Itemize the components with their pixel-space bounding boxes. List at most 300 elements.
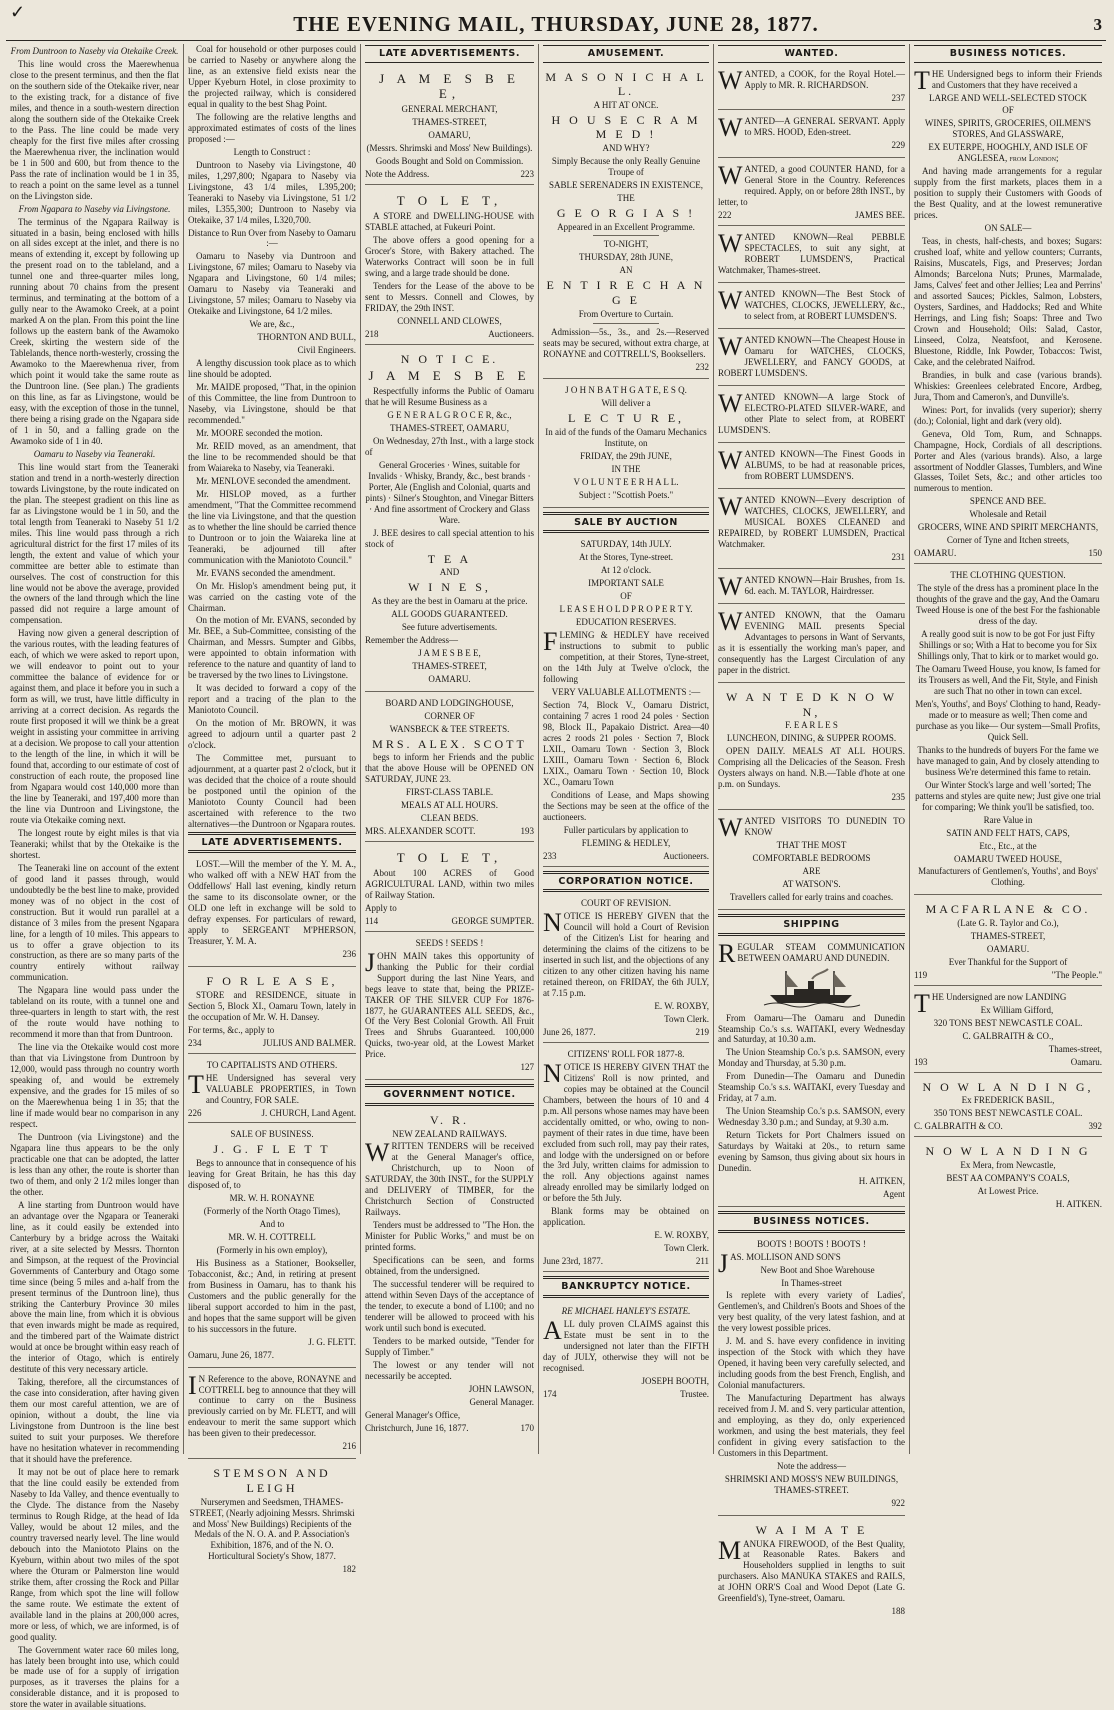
page-number: 3 (1093, 15, 1102, 34)
ad-body: ALL duly proven CLAIMS against this Estate must be sent in to the undersigned not later than the FIFTH day of JULY, otherwise they will not be recognised. (543, 1315, 709, 1373)
ad-line: G E N E R A L G R O C E R, &c., (387, 410, 512, 421)
ad-signature: Agent (883, 1189, 905, 1200)
ad-body: begs to inform her Friends and the public that the above House will be OPENED ON SATURDAY, JUNE 23. (365, 752, 534, 785)
ad-number: 114 (365, 915, 379, 926)
ad-number: 193 (520, 826, 534, 837)
ad-wanted-counter-hand (718, 162, 905, 226)
shipping-heading: SHIPPING (718, 914, 905, 936)
ad-verse: The style of the dress has a prominent place In the thoughts of the grave and the gay, And the Oamaru Tweed House is one of the best For the fashionable dress of the day. (915, 583, 1101, 627)
ad-line: (Late G. R. Taylor and Co.), (957, 918, 1059, 929)
ad-body: His Business as a Stationer, Bookseller, Tobacconist, &c.; And, in retiring at present from Business in Oamaru, has to thank his Customers and the public generally for the liberal support accorded to him in the past, and hopes that the same support will be given to his successors in the future. (188, 1257, 356, 1334)
ad-title: T O L E T, (396, 193, 503, 209)
ad-title: T O L E T, (396, 849, 503, 865)
ad-wanted-known (718, 447, 905, 489)
ad-name: MR. W. H. RONAYNE (229, 1192, 315, 1203)
ad-number: 218 (365, 328, 379, 339)
subheading: Length to Construct : (233, 146, 311, 157)
ad-body: As they are the best in Oamaru at the price. (371, 595, 528, 606)
ad-wanted-known (718, 333, 905, 386)
wanted-heading: WANTED. (718, 45, 905, 63)
paragraph: The Government water race 60 miles long, has lately been brought into use, which could be made use of for a supply of irrigation purposes, as it traverses the plains for a considerable distance, and it is proposed to store the water in available situations. (10, 1644, 179, 1710)
divider (593, 323, 659, 324)
ad-body: The successful tenderer will be required to attend within Seven Days of the acceptance of the tender, to execute a bond of L100; and no tenderer will be allowed to proceed with his work until such bond is executed. (365, 1279, 534, 1333)
ad-title: COURT OF REVISION. (580, 898, 672, 909)
ad-wanted-cook (718, 67, 905, 111)
ad-body: Tenders to be marked outside, "Tender for Supply of Timber." (365, 1335, 534, 1357)
signature: Civil Engineers. (297, 345, 356, 356)
ad-line: LARGE AND WELL-SELECTED STOCK (929, 92, 1087, 103)
ad-seeds (365, 936, 534, 1081)
ad-line: Appeared in an Excellent Programme. (557, 221, 695, 232)
ad-line: New Boot and Shoe Warehouse (760, 1264, 875, 1275)
ad-body: LOST.—Will the member of the Y. M. A., who walked off with a NEW HAT from the Oddfellows' Hall last evening, kindly return the same to its disconsolate owner, or the OLD one left in exchange will be sold to defray expenses. For particulars of reward, apply to SERGEANT M'PHERSON, Treasurer, Y. M. A. (188, 859, 356, 947)
ad-line: THURSDAY, 28th JUNE, (578, 252, 674, 263)
ad-signature: H. AITKEN. (1055, 1198, 1102, 1209)
ad-line: ALL GOODS GUARANTEED. (391, 608, 508, 619)
ad-wanted-known (718, 287, 905, 329)
ad-line: Ex Mera, from Newcastle, (960, 1159, 1056, 1170)
late-ads-heading: LATE ADVERTISEMENTS. (188, 832, 356, 854)
ad-title: W A N T E D K N O W N, (725, 690, 898, 719)
ad-line: GROCERS, WINE AND SPIRIT MERCHANTS, (917, 522, 1099, 533)
ad-capitalists (188, 1058, 356, 1124)
section-heading: From Duntroon to Naseby via Otekaike Creek. (10, 46, 179, 56)
ad-line: ON SALE— (984, 223, 1032, 234)
ad-line: LUNCHEON, DINING, & SUPPER ROOMS. (726, 733, 897, 744)
ad-line: See future advertisements. (401, 621, 498, 632)
ad-signature: Town Clerk. (664, 1243, 709, 1254)
ad-verse: A really good suit is now to be got For just Fifty Shillings or so; With a Hat to become you for Six Shillings only, That to kirk or to market would go. (917, 629, 1099, 662)
ad-court-of-revision (543, 896, 709, 1043)
ad-title: SALE OF BUSINESS. (230, 1129, 314, 1140)
columns (6, 44, 1106, 1710)
ad-line: THE (617, 192, 635, 203)
ad-date: Oamaru, June 26, 1877. (188, 1349, 274, 1360)
ad-line: L E C T U R E, (567, 411, 685, 426)
ad-steam-communication (718, 940, 905, 1207)
ad-body: Travellers called for early trains and coaches. (729, 892, 894, 903)
ad-body: (Formerly in his own employ), (216, 1244, 328, 1255)
ad-title: TO CAPITALISTS AND OTHERS. (206, 1059, 338, 1070)
paragraph: The Teaneraki line on account of the extent of good land it passes through, would undoubtedly be the best line to make, provided money was of no object in the cost of construction. But it would run parallel at a distance of 3 miles from the present Ngapara line, for a length of 10 miles. This appears to us to offer a grave objection to its construction, as there are so many parts of the country entirely without railway communication. (10, 862, 179, 983)
ad-title: CITIZENS' ROLL FOR 1877-8. (567, 1048, 685, 1059)
paragraph: Mr. MOORE seconded the motion. (196, 427, 323, 438)
ad-wanted-known (718, 573, 905, 604)
ad-line: AND WHY? (602, 143, 650, 154)
paragraph: On Mr. Hislop's amendment being put, it was carried on the casting vote of the Chairman. (188, 580, 356, 613)
ad-line: WANSBECK & TEE STREETS. (389, 723, 510, 734)
ad-line: Corner of Tyne and Itchen streets, (946, 535, 1070, 546)
ad-title: THE CLOTHING QUESTION. (950, 570, 1066, 581)
ad-signature: General Manager. (469, 1396, 534, 1407)
ad-for-lease (188, 971, 356, 1053)
ad-line: BEST AA COMPANY'S COALS, (946, 1172, 1070, 1183)
ad-line: At the Stores, Tyne-street. (579, 552, 673, 563)
ad-body: A STORE and DWELLING-HOUSE with STABLE attached, at Fukeuri Point. (365, 210, 534, 232)
bankruptcy-notice-heading: BANKRUPTCY NOTICE. (543, 1276, 709, 1298)
ad-body: WANTED KNOWN—The Best Stock of WATCHES, CLOCKS, JEWELLERY, &c., to select from, at ROBERT LUMSDEN'S. (718, 286, 905, 322)
ad-title: W A I M A T E (755, 1522, 868, 1537)
ad-wanted-known (718, 390, 905, 443)
ad-line: From Overture to Curtain. (578, 308, 674, 319)
ad-line: (Messrs. Shrimski and Moss' New Buildings). (366, 143, 533, 154)
ad-wanted-servant (718, 114, 905, 158)
paragraph: The Ngapara line would pass under the tableland on its route, with a tunnel one and three-quarters in length to start with, the rest of the route would have nothing to recommend it more than that from Duntroon. (10, 985, 179, 1040)
ad-verse: Men's, Youths', and Boys' Clothing to hand, Ready-made or to measure as well; Then come and purchase as you like— Our system—Small Profits, Quick Sell. (915, 698, 1101, 742)
ad-line: AT WATSON'S. (782, 879, 841, 890)
ad-number: 392 (1088, 1121, 1102, 1132)
ad-line: Note the address— (777, 1461, 846, 1472)
ad-body: Wines: Port, for invalids (very superior); sherry (do.); Colonial, light and dark (very old). (914, 404, 1102, 426)
ad-body: STORE and RESIDENCE, situate in Section 5, Block XI., Oamaru Town, lately in the occupation of Mr. W. H. Dansey. (188, 989, 356, 1022)
ad-line: THAT THE MOST (776, 840, 847, 851)
column-3 (361, 44, 539, 1454)
ad-body: And having made arrangements for a regular supply from the first markets, places them in a position to supply their Customers with Goods of the Best Quality, and at the lowest remunerative prices. (914, 166, 1102, 221)
paragraph: This line would start from the Teaneraki station and trend in a north-westerly direction towards Livingstone, by the route indicated on the plan. The steepest gradient on this line as far as Livingstone would be 1 in 50, and the total length from Teaneraki to Naseby 51 1/2 miles. This line would pass through a rich agricultural district for the first 17 miles of its length, the extent and value of which your committee are better able to estimate than ourselves. The cost of construction for this line would not be above the average, provided the owners of the land through which the line passed did not require a large amount of compensation. (10, 461, 179, 626)
ad-line: Subject : "Scottish Poets." (578, 489, 674, 500)
ad-number: 234 (188, 1037, 202, 1048)
ad-body: MANUKA FIREWOOD, of the Best Quality, at Reasonable Rates. Bakers and Householders supplied in lengths to suit purchasers. Also MANUKA STAKES and RAILS, at JOHN ORR'S Coal and Wood Depot (Late G. Greenfield's), Tyne-street, Oamaru. (718, 1535, 905, 1604)
ad-line: Remember the Address— (365, 634, 458, 645)
masthead (6, 6, 1106, 41)
ad-body: OPEN DAILY. MEALS AT ALL HOURS. Comprising all the Delicacies of the Season. Fresh Oysters always on hand. N.B.—Table d'hote at one p.m. on Sundays. (718, 746, 905, 790)
ad-number: 193 (914, 1056, 928, 1067)
paragraph: The longest route by eight miles is that via Teaneraki; whilst that by the Otekaike is the shortest. (10, 827, 179, 860)
ad-number: 216 (342, 1441, 356, 1452)
business-notices-heading: BUSINESS NOTICES. (718, 1211, 905, 1233)
ad-wanted-known (718, 608, 905, 683)
ad-lost-hat (188, 857, 356, 967)
ad-line: CORNER OF (424, 710, 475, 721)
ad-body: FLEMING & HEDLEY have received instructions to submit to public competition, at their Stores, Tyne-street, on the 14th July at Twelve o'clock, the following (543, 627, 709, 685)
ad-line: THAMES-STREET, (970, 931, 1046, 942)
ad-auction (543, 537, 709, 866)
ad-number: 226 (188, 1107, 202, 1118)
ad-body: Geneva, Old Tom, Rum, and Schnapps. Champagne, Hock, Cordials of all descriptions. Porter and Ales (various brands). Also, a large assortment of Noddler Glasses, Tumblers, and Wine Glasses, Toilet Sets, &c.; and other articles too numerous to mention. (914, 428, 1102, 494)
paragraph: It may not be out of place here to remark that the line could easily be extended from Naseby to Ida Valley, and thence eventually to the Clyde. The distance from the Naseby terminus to Rough Ridge, at the head of Ida Valley, would be about 12 miles, and the country traversed nearly level. The line would debouch into the Maniototo Plains on the Kyeburn, within about two miles of the spot where the Oturam or Palmerston line would strike them, after crossing the Rock and Pillar Range, from which spot the line will follow the same route. We estimate the extent of available land in the plains at 200,000 acres, more or less, of which, we are informed, is of good quality. (10, 1467, 179, 1642)
ad-line: EDUCATION RESERVES. (575, 617, 677, 628)
ad-body: Admission—5s., 3s., and 2s.—Reserved seats may be secured, without extra charge, at RONAYNE and COTTRELL'S, Booksellers. (543, 326, 709, 359)
paragraph: This line would cross the Maerewhenua close to the present terminus, and then the flat on the southern side of the Otekaike river, near to the existing track, for a distance of five miles, and thence in a south-western direction along the southern side of the Otekaike Creek to the Pass. The line could be made very cheaply for the first five miles after crossing the Maerewhenua river, the inclination would be 1 in 500 and 600, but from thence to the Pass the rate of inclination would be 1 in 35, to reach a point on the same level as a tunnel on the Livingston side. (10, 58, 179, 201)
ad-title: BOARD AND LODGINGHOUSE, (385, 697, 514, 708)
ad-line: THAMES-STREET, (412, 117, 487, 128)
ad-verse: Our Winter Stock's large and well 'sorted; The patterns and styles are quite new; Just give one trial for comparing; We think you'll be satisfied, too. (915, 779, 1101, 812)
paragraph: The following are the relative lengths and approximated estimates of costs of the lines proposed :— (188, 111, 356, 144)
steamship-icon (718, 967, 905, 1010)
amusement-heading: AMUSEMENT. (543, 45, 709, 63)
ad-line: OF (1002, 105, 1014, 116)
ad-line: Will deliver a (601, 398, 651, 409)
ad-line: TO-NIGHT, (603, 239, 649, 250)
ad-line: 350 TONS BEST NEWCASTLE COAL. (933, 1108, 1083, 1119)
ad-line: Ex William Gifford, (980, 1004, 1054, 1015)
ad-line: IN THE (611, 463, 641, 474)
ad-number: 231 (891, 551, 905, 562)
ad-body: NOTICE IS HEREBY GIVEN THAT the Citizens' Roll is now printed, and copies may be obtained at the Council Chambers, between the hours of 10 and 4 p.m. All persons whose names may have been accidentally omitted, or who, owing to non-payment of their rates in due time, have been excluded from such roll, may pay their rates, and lodge with the undersigned on or before the 3rd July, written claims for admission to the roll. Any objections against names already enrolled may be similarly lodged on or before the 5th July. (543, 1058, 709, 1204)
paragraph: Oamaru to Naseby via Duntroon and Livingstone, 67 miles; Oamaru to Naseby via Ngapara and Livingstone, 60 1/4 miles; Oamaru to Naseby via Teaneraki and Livingstone, 57 miles; Oamaru to Naseby via Otekaike and Livingstone, 64 1/2 miles. (188, 251, 356, 317)
ad-line: VERY VALUABLE ALLOTMENTS :— (551, 687, 701, 698)
corporation-notice-heading: CORPORATION NOTICE. (543, 871, 709, 893)
ad-body: Respectfully informs the Public of Oamaru that he will Resume Business as a (365, 386, 534, 408)
ad-signature: Trustee. (680, 1388, 709, 1399)
paragraph: Mr. HISLOP moved, as a further amendment, "That the Committee recommend the line via Livingstone, and that the question as to whether the line should be carried thence to Duntroon or to join the Waiareka line at Teaneraki, be adjourned till after communication with the Maniototo Council." (188, 488, 356, 565)
ad-signature: JAMES BEE. (854, 210, 905, 221)
ad-ronayne-cottrell (188, 1372, 356, 1460)
ad-line: V. R. (429, 1112, 470, 1127)
ad-line: Fuller particulars by application to (563, 824, 689, 835)
column-5 (714, 44, 910, 1617)
section-heading: From Ngapara to Naseby via Livingstone. (18, 203, 171, 214)
ad-now-landing-mera (914, 1141, 1102, 1216)
ad-title: N O W L A N D I N G (925, 1144, 1091, 1159)
subheading: Distance to Run Over from Naseby to Oamaru :— (188, 227, 356, 249)
ad-body: WANTED KNOWN—The Finest Goods in ALBUMS, to be had at reasonable prices, from ROBERT LUMSDEN'S. (718, 445, 905, 481)
ad-body: JOHN MAIN takes this opportunity of thanking the Public for their cordial Support during the last Nine Years, and begs leave to state that, being the PRIZE-TAKER OF THE SILVER CUP For 1876-1877, he GUARANTEES ALL SEEDS, &c., Of the Very Best Colonial Growth. All Fruit Trees and Shrubs Guaranteed. 100,000 Quicks, two-year old, at the Lowest Market Price. (365, 947, 534, 1060)
ad-title: J A M E S B E E, (379, 70, 520, 102)
ad-body: WANTED KNOWN, that the Oamaru EVENING MAIL presents Special Advantages to persons in Want of Servants, as it is essentially the working man's paper, and consequently has the Largest Circulation of any paper in the district. (718, 607, 905, 676)
ad-name: MRS. ALEX. SCOTT (372, 736, 527, 751)
ad-body: The Union Steamship Co.'s p.s. SAMSON, every Wednesday 3.30 p.m.; and Sunday, at 9.30 a.m. (718, 1106, 905, 1128)
ad-wanted-known (718, 493, 905, 570)
ad-line: OAMARU TWEED HOUSE, (953, 853, 1063, 864)
ad-title: RE MICHAEL HANLEY'S ESTATE. (561, 1305, 691, 1316)
ad-line: AND (439, 567, 460, 578)
ad-title: SEEDS ! SEEDS ! (415, 937, 484, 948)
ad-line: E N T I R E C H A N G E (546, 278, 706, 308)
ad-james-bee (365, 67, 534, 186)
ad-line: In Thames-street (781, 1277, 842, 1288)
ad-number: 222 (718, 210, 732, 221)
ad-line: Goods Bought and Sold on Commission. (375, 156, 524, 167)
paragraph: A line starting from Duntroon would have an advantage over the Ngapara or Teaneraki line, as it could easily be extended into Canterbury by a bridge across the Waitaki river, at a site selected by Messrs. Thornton and Simpson, at the request of the Provincial Governments of Canterbury and Otago some time since (being 5 miles and a-half from the present terminus of the Duntroon line), thus striking the Canterbury Province 30 miles above the main line, from which it is obvious that even inwards might be made as required, and the timbered part of the Waimate district would at once be brought within easy reach of the interior of Otago, which is entirely destitute of this very necessary article. (10, 1199, 179, 1375)
ad-title: M A S O N I C H A L L. (545, 69, 707, 99)
ad-line: THAMES-STREET, OAMARU, (389, 423, 510, 434)
ad-body: For terms, &c., apply to (188, 1024, 275, 1035)
ad-number: 170 (520, 1422, 534, 1433)
ad-number: 237 (891, 92, 905, 103)
section-heading: Oamaru to Naseby via Teaneraki. (33, 448, 156, 459)
ad-body: J. BEE desires to call special attention to his stock of (365, 527, 534, 549)
ad-line: OAMARU. (428, 673, 471, 684)
ad-title: SPENCE AND BEE. (969, 496, 1047, 507)
ad-lecture (543, 383, 709, 507)
ad-body: Tenders for the Lease of the above to be sent to Messrs. Connell and Clowes, by FRIDAY, the 29th INST. (365, 280, 534, 313)
ad-macfarlane (914, 899, 1102, 985)
ad-signature: Auctioneers. (488, 328, 534, 339)
ad-line: COMFORTABLE BEDROOMS (752, 853, 871, 864)
ad-masonic-hall (543, 67, 709, 380)
ad-number: 235 (891, 792, 905, 803)
ad-line: IMPORTANT SALE (588, 578, 664, 589)
paragraph: Mr. REID moved, as an amendment, that the line to be recommended should be that from Waiareka to Naseby, via Teaneraki. (188, 440, 356, 473)
ad-body: WANTED VISITORS TO DUNEDIN TO KNOW (718, 813, 905, 843)
scan-mark-icon: ✓ (10, 2, 26, 22)
ad-number: 223 (520, 169, 534, 180)
ad-body: Blank forms may be obtained on application. (543, 1206, 709, 1228)
column-6 (910, 44, 1106, 1454)
ad-line: THAMES-STREET, (412, 660, 487, 671)
ad-signature: Town Clerk. (664, 1013, 709, 1024)
ad-body: About 100 ACRES of Good AGRICULTURAL LAND, within two miles of Railway Station. (365, 867, 534, 900)
ad-signature: CONNELL AND CLOWES, (397, 315, 502, 326)
ad-line: CLEAN BEDS. (420, 813, 479, 824)
ad-signature: C. GALBRAITH & CO., (962, 1030, 1054, 1041)
paragraph: Having now given a general description of the various routes, with the leading features of each, of which we were asked to report upon, we will endeavor to point out to your committee the balance of evidence for or against them, and place it before you in such a form as will, we trust, have little difficulty in arriving at a correct decision. As regards the route first proposed it will we think be a great weight in assisting your committee in arriving at a decision. We propose to call your attention to the length of the line, in which it will be found that, according to our estimate of cost of construction of each route, the proposed line from Ngapara would cost 140,000 more than the line by Teaneraki, and 197,400 more than the line via Duntroon and Livingstone, the route via Otekaike coming next. (10, 628, 179, 825)
ad-signature: C. GALBRAITH & CO. (914, 1121, 1003, 1132)
ad-citizens-roll (543, 1047, 709, 1272)
ad-body: And to (259, 1218, 285, 1229)
ad-line: J A M E S B E E, (418, 647, 481, 658)
ad-body: Tenders must be addressed to "The Hon. the Minister for Public Works," and must be on printed forms. (365, 1220, 534, 1253)
ad-earles-rooms (718, 687, 905, 810)
ad-line: Ex FREDERICK BASIL, (961, 1095, 1055, 1106)
ad-line: SABLE SERENADERS IN EXISTENCE, (548, 179, 703, 190)
ad-body: The above offers a good opening for a Grocer's Store, with Bakery attached. The Waterworks Contract will soon be in full swing, and a large trade should be done. (365, 234, 534, 278)
ad-line: Note the Address. (365, 169, 430, 180)
ad-body: Specifications can be seen, and forms obtained, from the undersigned. (365, 1255, 534, 1277)
ad-date: June 23rd, 1877. (543, 1256, 603, 1267)
ad-line: Ever Thankful for the Support of (948, 956, 1068, 967)
ad-date: Christchurch, June 16, 1877. (365, 1422, 469, 1433)
ad-body: WANTED KNOWN—Real PEBBLE SPECTACLES, to suit any sight, at ROBERT LUMSDEN'S, Practical Watchmaker, Thames-street. (718, 229, 905, 276)
ad-line: W I N E S, (408, 580, 491, 595)
ad-name: F. E A R L E S (785, 720, 838, 731)
business-notices-heading: BUSINESS NOTICES. (914, 45, 1102, 63)
paragraph: The Duntroon (via Livingstone) and the Ngapara line thus appears to be the only practicable one that can be adopted, the latter is less than any other, the route is shorter than two of them, and only 2 1/2 miles longer than the other. (10, 1131, 179, 1197)
closing: We are, &c., (249, 319, 295, 330)
ad-body: WANTED KNOWN—The Cheapest House in Oamaru for WATCHES, CLOCKS, JEWELLERY, and FANCY GOODS, at ROBERT LUMSDEN'S. (718, 332, 905, 378)
ad-body: J. M. and S. have every confidence in inviting inspection of the Stock with which they have Opened, it having been very carefully selected, and including goods from the best French, English, and Colonial manufacturers. (718, 1336, 905, 1391)
paragraph: Taking, therefore, all the circumstances of the case into consideration, after having given them our most careful attention, we are of opinion, without a doubt, the line via Livingstone from Duntroon is the line best suited to suit your purposes. We therefore have no hesitation whatever in recommending that it should have the preference. (10, 1377, 179, 1465)
ad-name: MR. W. H. COTTRELL (228, 1231, 316, 1242)
ad-line: OAMARU. (914, 548, 957, 559)
paragraph: The Committee met, pursuant to adjournment, at a quarter past 2 o'clock, but it was decided that the choice of a route should be postponed until the opinion of the Maniototo County Council had been ascertained with reference to the two alternatives—the Duntroon or Ngapara routes. (188, 753, 356, 829)
ad-line: OAMARU, (428, 130, 471, 141)
ad-line: A HIT AT ONCE. (593, 99, 659, 110)
ad-body: IN Reference to the above, RONAYNE and COTTRELL beg to announce that they will continue to carry on the Business previously carried on by Mr. FLETT, and will endeavour to merit the same support which has been given to their predecessor. (188, 1370, 356, 1439)
ad-body: Brandies, in bulk and case (various brands). Whiskies: Greenlees celebrated Encore, Ardbeg, Jura, Thom and Cameron's, and Dunville's. (914, 369, 1102, 402)
ad-line: Oamaru. (1070, 1056, 1102, 1067)
ad-body: Teas, in chests, half-chests, and boxes; Sugars: crushed loaf, white and yellow counters; Currants, Raisins, Muscatels, Figs, and Preserves; Jordan Almonds; Barcelona Nuts; Prunes, Marmalade, Jams, Calves' feet and other Jellies; Lea and Perrins' and assorted Sauces; Pickles, Salmon, Lobsters, Oysters, Sardines, and Haddocks; Red and White Herrings, and Ling fish; Soaps: Three and Two Crown and Household; Oils: Salad, Castor, Linseed, Colza, Neatsfoot, and Kerosene. Bluestone, Riddle, Ink Powder, Tobaccos: Twist, Cake, and the celebrated Naifrod. (914, 236, 1102, 367)
ad-line: MEALS AT ALL HOURS. (400, 800, 498, 811)
ad-title: STEMSON AND LEIGH (213, 1466, 331, 1495)
ad-body: (Formerly of the North Otago Times), (203, 1205, 341, 1216)
ad-title: REGULAR STEAM COMMUNICATION BETWEEN OAMARU AND DUNEDIN. (718, 938, 905, 968)
ad-list: WINES, SPIRITS, GROCERIES, OILMEN'S STORES, And GLASSWARE, (924, 118, 1092, 140)
ad-notice-bee (365, 349, 534, 692)
ad-line: H O U S E C R A M M E D ! (551, 112, 701, 142)
ad-number: 219 (695, 1026, 709, 1037)
ad-title: MACFARLANE & CO. (925, 902, 1091, 917)
ad-title: J O H N B A T H G A T E, E S Q. (565, 385, 687, 396)
ad-signature: GEORGE SUMPTER. (451, 915, 534, 926)
ad-number: 211 (695, 1256, 709, 1267)
ad-number: 922 (891, 1497, 905, 1508)
paragraph: Duntroon to Naseby via Livingstone, 40 miles, 1,297,800; Ngapara to Naseby via Livingstone, 43 1/4 miles, L395,200; Teaneraki to Naseby via Livingstone, 51 1/2 miles, L355,300; Duntroon to Naseby via Otekaike, 37 1/4 miles, L320,700. (188, 159, 356, 225)
ad-signature: J. CHURCH, Land Agent. (261, 1107, 356, 1118)
ad-line: ARE (802, 866, 821, 877)
ad-line: Rare Value in (983, 814, 1033, 825)
ad-body: Begs to announce that in consequence of his leaving for Great Britain, he has this day disposed of, to (188, 1158, 356, 1191)
ad-signature: E. W. ROXBY, (654, 1000, 709, 1011)
ad-clothing-question (914, 568, 1102, 895)
ad-line: At Lowest Price. (977, 1185, 1039, 1196)
paragraph: Coal for household or other purposes could be carried to Naseby or anywhere along the line, as an extensive field exists near the Upper Kyeburn Hotel, in close proximity to the projected railway, which is considered equal in quality to the best Shag Point. (188, 44, 356, 109)
ad-line: Apply to (365, 902, 397, 913)
ad-body: Nurserymen and Seedsmen, THAMES-STREET, (Nearly adjoining Messrs. Shrimski and Moss' New Buildings) Recipients of the Medals of the N. O. A. and P. Association's Exhibition, 1876, and of the N. O. Horticultural Society's Show, 1877. (189, 1496, 355, 1562)
ad-body: The Union Steamship Co.'s p.s. SAMSON, every Monday and Thursday, at 5.30 p.m. (718, 1047, 905, 1069)
ad-title: N O W L A N D I N G, (922, 1079, 1094, 1094)
column-1 (6, 44, 184, 1710)
ad-body: WANTED KNOWN—Every description of WATCHES, CLOCKS, JEWELLERY, and MUSICAL BOXES CLEANED and REPAIRED, by ROBERT LUMSDEN, Practical Watchmaker. (718, 491, 905, 549)
paragraph: The terminus of the Ngapara Railway is situated in a basin, being enclosed with hills on all sides except at the inlet, and there is no means of extending it, except by following up the present road on to the tableland, and a tunnel one and three-quarter miles long, running about 70 chains from the present terminus, and terminating at the bottom of a gully near to the Awamoko Creek, at a point marked A on the plan. From this point the line follows up the eastern bank of the Awamoko Creek, skirting the western side of the Tablelands, thence north-westerly, crossing the Awamoko to the Maerewhenua river, from which point it would take the same route as the Duntroon line. (See plan.) The gradients on this line, as far as Livingstone, would be easy, with the exception of those in the tunnel, there being a rising grade on the Ngapara side of 1 in 50, and a falling grade on the Awamoko side of 1 in 40. (10, 216, 179, 446)
signature: THORNTON AND BULL, (257, 332, 356, 343)
paragraph: The line via the Otekaike would cost more than that via Livingstone from Duntroon by 12,000, would pass through no country worth speaking of, and would be extremely expensive, and the grades for 15 miles of so on the Maerewhenua being 1 in 35; that the line if made would bear no comparison in any respect. (10, 1042, 179, 1129)
ad-number: 127 (520, 1062, 534, 1073)
ad-sale-of-business (188, 1127, 356, 1367)
ad-body: The lowest or any tender will not necessarily be accepted. (365, 1359, 534, 1381)
ad-line: Manufacturers of Gentlemen's, Youths', and Boys' Clothing. (918, 866, 1098, 888)
ad-title: F O R L E A S E, (206, 974, 338, 989)
ad-body: THE Undersigned begs to inform their Friends and Customers that they have received a (914, 65, 1102, 95)
ad-line: OF (620, 591, 632, 602)
ad-line: SHRIMSKI AND MOSS'S NEW BUILDINGS, THAMES-STREET. (724, 1473, 899, 1495)
ad-signature: JOHN LAWSON, (468, 1383, 534, 1394)
ad-line: BOOTS ! BOOTS ! BOOTS ! (757, 1238, 866, 1249)
ad-line: Etc., Etc., at the (979, 840, 1037, 851)
paragraph: It was decided to forward a copy of the report and a tracing of the plan to the Maniototo Council. (188, 683, 356, 716)
ad-line: SATURDAY, 14th JULY. (580, 539, 672, 550)
ad-body: THE Undersigned are now LANDING (914, 988, 1067, 1018)
ad-signature: E. W. ROXBY, (654, 1230, 709, 1241)
ad-number: 233 (543, 850, 557, 861)
ad-line: "The People." (1051, 969, 1102, 980)
paragraph: On the motion of Mr. BROWN, it was agreed to adjourn until a quarter past 2 o'clock. (188, 718, 356, 751)
ad-title: JAS. MOLLISON AND SON'S (718, 1248, 841, 1278)
ad-name: J A M E S B E E (368, 368, 531, 384)
ad-body: On Wednesday, 27th Inst., with a large stock of (365, 435, 534, 457)
ad-body: From Oamaru—The Oamaru and Dunedin Steamship Co.'s s.s. WAITAKI, every Wednesday and Saturday, at 10.30 a.m. (718, 1012, 905, 1045)
ad-number: 188 (891, 1606, 905, 1617)
ad-line: G E O R G I A S ! (556, 205, 696, 220)
ad-spence-bee (914, 67, 1102, 565)
ad-railways (365, 1110, 534, 1438)
ad-line: At 12 o'clock. (600, 565, 652, 576)
ad-waimate-firewood (718, 1520, 905, 1623)
ad-mollison-boots (718, 1237, 905, 1516)
ad-number: 229 (891, 140, 905, 151)
ad-body: From Dunedin—The Oamaru and Dunedin Steamship Co.'s s.s. WAITAKI, every Tuesday and Friday, at 7 a.m. (718, 1071, 905, 1104)
ad-signature: J. G. FLETT. (308, 1336, 356, 1347)
ad-date: June 26, 1877. (543, 1026, 596, 1037)
ad-wanted-known (718, 230, 905, 283)
ad-line: FIRST-CLASS TABLE. (405, 787, 494, 798)
ad-line: EX EUTERPE, HOOGHLY, AND ISLE OF ANGLESEA, from London; (928, 142, 1088, 164)
paragraph: Mr. EVANS seconded the amendment. (196, 567, 336, 578)
ad-signature: Auctioneers. (663, 850, 709, 861)
ad-line: V O L U N T E E R H A L L. (573, 476, 679, 487)
ad-body: WANTED, a good COUNTER HAND, for a General Store in the Country. References required. Apply, on or before 28th INST., by letter, to (718, 161, 905, 208)
ad-number: 232 (695, 361, 709, 372)
ad-line: General Manager's Office, (365, 1409, 461, 1420)
masthead-title: THE EVENING MAIL, THURSDAY, JUNE 28, 1877. (293, 12, 819, 36)
ad-body: THE Undersigned has several very VALUABLE PROPERTIES, in Town and Country, FOR SALE. (188, 1069, 356, 1105)
ad-body: Simply Because the only Really Genuine Troupe of (551, 156, 701, 177)
ad-line: OAMARU. (986, 943, 1030, 954)
ad-line: SATIN AND FELT HATS, CAPS, (946, 827, 1070, 838)
paragraph: Mr. MENLOVE seconded the amendment. (196, 475, 351, 486)
ad-body: In aid of the funds of the Oamaru Mechanics Institute, on (545, 427, 707, 449)
